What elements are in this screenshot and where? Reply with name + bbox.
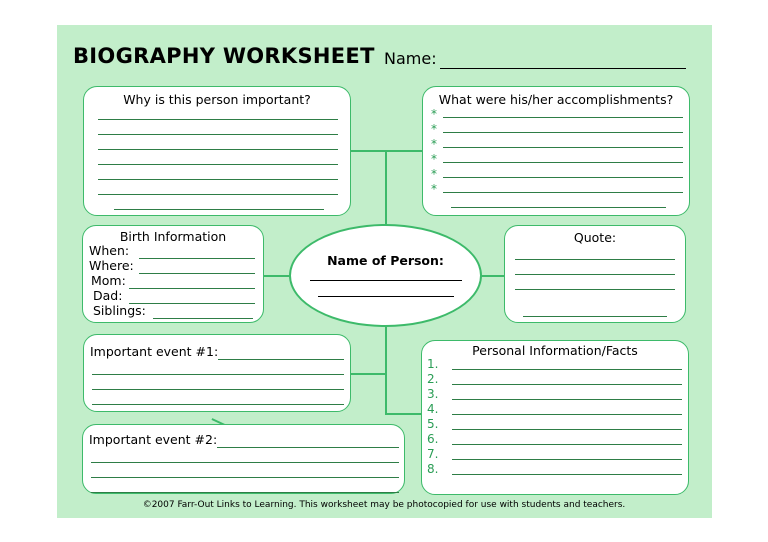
item-number: 1. bbox=[427, 357, 439, 371]
answer-line[interactable] bbox=[98, 164, 338, 165]
answer-line[interactable] bbox=[114, 209, 324, 210]
answer-line[interactable] bbox=[92, 389, 344, 390]
name-of-person-line[interactable] bbox=[318, 296, 454, 297]
bullet-star: * bbox=[431, 122, 437, 136]
bullet-star: * bbox=[431, 137, 437, 151]
name-of-person-line[interactable] bbox=[310, 280, 462, 281]
answer-line[interactable] bbox=[515, 259, 675, 260]
event1-label: Important event #1: bbox=[90, 344, 219, 359]
copyright-footer: ©2007 Farr-Out Links to Learning. This worksheet may be photocopied for use with students and teachers. bbox=[142, 500, 626, 510]
event1-title-line[interactable] bbox=[218, 359, 344, 360]
birth-when-line[interactable] bbox=[139, 258, 255, 259]
name-blank-line[interactable] bbox=[440, 68, 686, 69]
answer-line[interactable] bbox=[443, 162, 683, 163]
birth-where-label: Where: bbox=[89, 258, 134, 273]
answer-line[interactable] bbox=[515, 289, 675, 290]
answer-line[interactable] bbox=[92, 404, 344, 405]
quote-box bbox=[504, 225, 686, 323]
connector-bottom-right bbox=[385, 413, 422, 415]
item-number: 4. bbox=[427, 402, 439, 416]
answer-line[interactable] bbox=[443, 132, 683, 133]
importance-box bbox=[83, 86, 351, 216]
item-number: 7. bbox=[427, 447, 439, 461]
birth-info-heading: Birth Information bbox=[119, 229, 227, 244]
answer-line[interactable] bbox=[98, 149, 338, 150]
name-of-person-label: Name of Person: bbox=[327, 253, 444, 268]
answer-line[interactable] bbox=[452, 444, 682, 445]
answer-line[interactable] bbox=[92, 374, 344, 375]
name-of-person-oval bbox=[289, 224, 482, 327]
connector-left bbox=[263, 275, 290, 277]
bullet-star: * bbox=[431, 152, 437, 166]
answer-line[interactable] bbox=[443, 177, 683, 178]
answer-line[interactable] bbox=[443, 117, 683, 118]
birth-where-line[interactable] bbox=[139, 273, 255, 274]
birth-dad-line[interactable] bbox=[129, 303, 255, 304]
event1-box bbox=[83, 334, 351, 412]
item-number: 2. bbox=[427, 372, 439, 386]
answer-line[interactable] bbox=[91, 492, 399, 493]
answer-line[interactable] bbox=[452, 399, 682, 400]
answer-line[interactable] bbox=[452, 369, 682, 370]
birth-mom-line[interactable] bbox=[129, 288, 255, 289]
connector-bottom-left bbox=[351, 373, 386, 375]
birth-siblings-line[interactable] bbox=[153, 318, 253, 319]
birth-info-box bbox=[82, 225, 264, 323]
event2-title-line[interactable] bbox=[217, 447, 399, 448]
answer-line[interactable] bbox=[98, 134, 338, 135]
personal-info-box bbox=[421, 340, 689, 495]
answer-line[interactable] bbox=[451, 207, 666, 208]
quote-heading: Quote: bbox=[573, 230, 617, 245]
birth-when-label: When: bbox=[89, 243, 130, 258]
personal-info-heading: Personal Information/Facts bbox=[472, 343, 638, 358]
bullet-star: * bbox=[431, 107, 437, 121]
accomplishments-heading: What were his/her accomplishments? bbox=[438, 92, 674, 107]
answer-line[interactable] bbox=[98, 119, 338, 120]
answer-line[interactable] bbox=[452, 459, 682, 460]
item-number: 6. bbox=[427, 432, 439, 446]
answer-line[interactable] bbox=[91, 462, 399, 463]
name-label: Name: bbox=[384, 49, 437, 68]
answer-line[interactable] bbox=[452, 414, 682, 415]
item-number: 5. bbox=[427, 417, 439, 431]
answer-line[interactable] bbox=[443, 192, 683, 193]
answer-line[interactable] bbox=[91, 477, 399, 478]
answer-line[interactable] bbox=[443, 147, 683, 148]
accomplishments-box bbox=[422, 86, 690, 216]
answer-line[interactable] bbox=[98, 179, 338, 180]
answer-line[interactable] bbox=[452, 384, 682, 385]
answer-line[interactable] bbox=[452, 474, 682, 475]
answer-line[interactable] bbox=[452, 429, 682, 430]
bullet-star: * bbox=[431, 182, 437, 196]
birth-dad-label: Dad: bbox=[93, 288, 123, 303]
item-number: 3. bbox=[427, 387, 439, 401]
bullet-star: * bbox=[431, 167, 437, 181]
event2-label: Important event #2: bbox=[89, 432, 218, 447]
event2-box bbox=[82, 424, 405, 494]
answer-line[interactable] bbox=[523, 316, 667, 317]
worksheet-title: BIOGRAPHY WORKSHEET bbox=[73, 44, 375, 68]
answer-line[interactable] bbox=[98, 194, 338, 195]
connector-right bbox=[481, 275, 505, 277]
connector-bottom-vertical bbox=[385, 327, 387, 413]
answer-line[interactable] bbox=[515, 274, 675, 275]
birth-mom-label: Mom: bbox=[91, 273, 126, 288]
birth-siblings-label: Siblings: bbox=[93, 303, 146, 318]
connector-top-vertical bbox=[385, 150, 387, 224]
item-number: 8. bbox=[427, 462, 439, 476]
importance-heading: Why is this person important? bbox=[123, 92, 311, 107]
